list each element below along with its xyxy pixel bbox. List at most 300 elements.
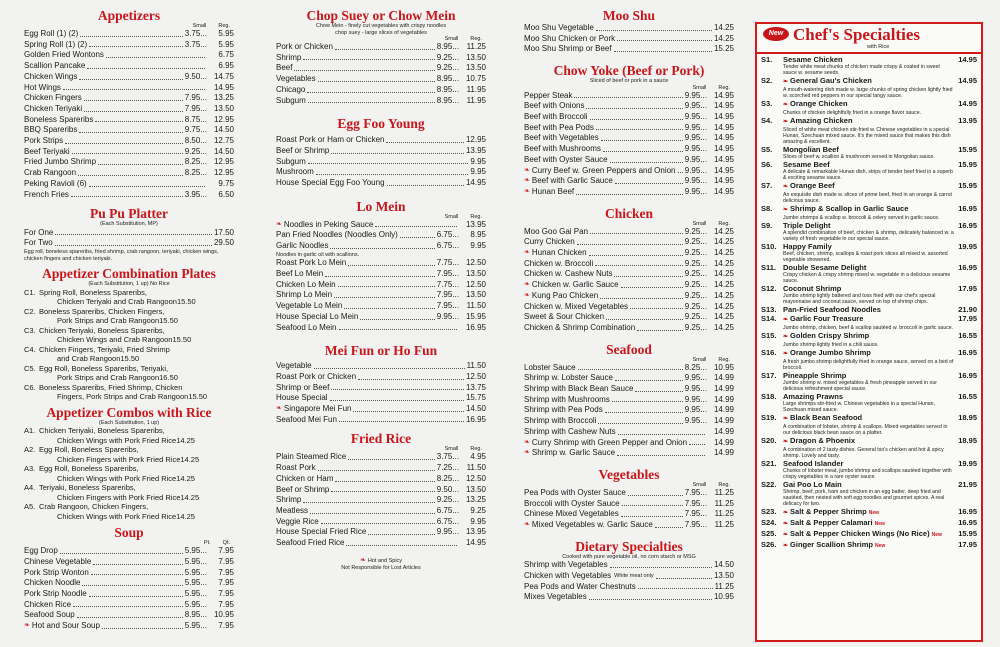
regular-price: 7.95: [218, 556, 234, 566]
leader-dots: ...: [452, 63, 459, 73]
regular-price: 14.25: [713, 258, 734, 268]
specialty-item: [757, 145, 981, 160]
item-name: Beef with Vegetables: [524, 133, 599, 143]
specialty-name-wrap: [783, 371, 958, 380]
regular-price: 12.95: [213, 114, 234, 124]
small-price: 5.95: [184, 567, 201, 577]
regular-price: 13.50: [465, 290, 486, 300]
leader-dots: [331, 485, 434, 493]
menu-item: [276, 241, 486, 252]
regular-price: 14.25: [713, 290, 734, 300]
regular-price: 5.95: [218, 29, 234, 38]
chili-pepper-icon: ❧: [783, 416, 789, 422]
menu-item: [276, 269, 486, 280]
small-price: 6.75: [436, 506, 453, 515]
combo-line-1: Chicken Fingers, Teriyaki, Fried Shrimp: [39, 344, 170, 354]
menu-item: [24, 610, 234, 621]
item-name: Shrimp: [276, 52, 302, 62]
chili-pepper-icon: ❧: [783, 439, 789, 445]
specialty-name: Sesame Beef: [783, 160, 830, 169]
specialty-item: [757, 160, 981, 181]
chili-pepper-icon: ❧: [783, 317, 789, 323]
menu-item: [276, 361, 486, 372]
leader-dots: ...: [700, 312, 707, 322]
item-name: For One: [24, 227, 54, 237]
section-title-chow-yoke: Chow Yoke (Beef or Pork): [553, 63, 705, 79]
menu-item: [276, 167, 486, 178]
leader-dots: [93, 557, 183, 565]
regular-price: 14.95: [713, 112, 734, 122]
regular-price: 13.25: [465, 495, 486, 505]
leader-dots: [400, 230, 435, 238]
specialty-item: [757, 518, 981, 529]
menu-item: [276, 517, 486, 528]
item-name: Peking Ravioli (6): [24, 178, 87, 188]
small-price: 9.95: [684, 122, 701, 132]
item-name: Hot and Sour Soup: [31, 621, 100, 631]
item-name: Chicken w. Garlic Sauce: [531, 280, 619, 290]
section-title-vegetables: Vegetables: [598, 467, 660, 482]
small-price: 5.95: [184, 621, 201, 631]
regular-price: 14.25: [713, 280, 734, 290]
specialty-name-wrap: [783, 221, 958, 230]
item-price: 14.50: [465, 404, 486, 414]
regular-price: 14.99: [713, 384, 734, 394]
leader-dots: [590, 112, 683, 120]
dietary-note: Cooked with pure vegetable oil, no corn starch or MSG: [562, 553, 696, 560]
menu-column-1: [24, 6, 234, 644]
specialty-line: [761, 160, 977, 169]
menu-item: [524, 520, 734, 531]
combo-body: [39, 445, 234, 464]
combo-line-2-text: Chicken Teriyaki and Crab Rangoon: [57, 297, 177, 307]
leader-dots: [617, 448, 705, 456]
specialty-name: Black Bean Seafood: [790, 413, 863, 422]
small-price: 7.95: [436, 290, 453, 300]
regular-price: 12.95: [213, 168, 234, 178]
leader-dots: [618, 427, 705, 435]
item-name: Roast Pork or Ham or Chicken: [276, 135, 385, 145]
specialty-line: [761, 480, 977, 489]
combo-line-2: [39, 354, 234, 364]
leader-dots: [590, 227, 683, 235]
small-price: 9.95: [684, 176, 701, 186]
regular-price: 11.25: [714, 509, 734, 519]
leader-dots: [310, 506, 435, 514]
item-price: 13.50: [713, 571, 734, 581]
item-price: 16.95: [465, 414, 486, 424]
regular-price: 11.50: [466, 301, 486, 311]
leader-dots: [330, 241, 434, 249]
specialty-number: S11.: [761, 263, 777, 272]
leader-dots: [73, 600, 183, 608]
chili-pepper-icon: ❧: [524, 166, 530, 174]
specialty-name-wrap: [783, 76, 958, 87]
specialty-line: [761, 99, 977, 110]
specialty-number: S17.: [761, 371, 777, 380]
menu-item: [524, 166, 734, 177]
leader-dots: ...: [452, 484, 459, 494]
menu-item: [276, 404, 486, 415]
item-name: Beef Lo Mein: [276, 269, 324, 279]
specialty-name-wrap: [783, 507, 958, 518]
combo-price: 15.50: [120, 354, 140, 364]
item-name: Fried Jumbo Shrimp: [24, 157, 97, 167]
regular-price: 14.95: [713, 165, 734, 175]
menu-item: [276, 157, 486, 168]
small-price: 9.95: [436, 311, 453, 321]
specialty-description: Jumbo shrimp lightly battered and toss fried with our chef's special mayonnaise and coconut sauce, served on top of shrimp chips.: [783, 293, 936, 305]
leader-dots: [60, 546, 183, 554]
regular-price: 11.95: [466, 84, 486, 94]
item-name: Shrimp with Broccoli: [524, 416, 597, 426]
specialty-number: S15.: [761, 331, 777, 340]
leader-dots: [596, 123, 683, 131]
specialty-description: Tender white meat chunks of chicken made crispy & coated in sweet sauce w. sesame seeds.: [783, 64, 940, 76]
combo-body: [39, 307, 234, 326]
menu-item: [24, 147, 234, 158]
menu-item: [524, 91, 734, 102]
specialty-name: Amazing Chicken: [790, 116, 853, 125]
leader-dots: ...: [452, 95, 459, 105]
regular-price: 14.99: [713, 394, 734, 404]
combo-body: [39, 464, 234, 483]
specialty-number: S4.: [761, 116, 773, 125]
combo-line-2: [39, 297, 234, 307]
leader-dots: [375, 220, 457, 228]
specialty-name-wrap: [783, 263, 958, 272]
item-name: Shrimp with Mushrooms: [524, 394, 610, 404]
leader-dots: ...: [452, 269, 459, 279]
leader-dots: ...: [452, 84, 459, 94]
combo-number: C6.: [24, 382, 36, 392]
item-name: Seafood Fried Rice: [276, 538, 345, 548]
small-price: 9.95: [684, 144, 701, 154]
item-name: Shrimp with Cashew Nuts: [524, 426, 616, 436]
leader-dots: [335, 42, 435, 50]
item-name: Chicken & Shrimp Combination: [524, 322, 636, 332]
leader-dots: [339, 415, 464, 423]
leader-dots: [614, 44, 712, 52]
item-name: Moo Shu Shrimp or Beef: [524, 44, 612, 54]
leader-dots: [628, 488, 683, 496]
small-price: 9.25: [684, 322, 701, 332]
combo-line-1: Chicken Teriyaki, Boneless Spareribs,: [39, 426, 165, 436]
item-name: Hot Wings: [24, 82, 61, 92]
leader-dots: ...: [200, 621, 207, 631]
small-header: Small: [444, 213, 459, 220]
regular-price: 14.95: [713, 144, 734, 154]
leader-dots: ...: [200, 103, 207, 113]
specialty-number: S21.: [761, 459, 777, 468]
leader-dots: [303, 53, 434, 61]
item-name: Egg Drop: [24, 546, 58, 556]
leader-dots: [318, 74, 435, 82]
chef-specialties-list: [757, 54, 981, 551]
small-header: Small: [192, 23, 207, 29]
leader-dots: ...: [452, 473, 459, 483]
specialty-name-wrap: [783, 305, 958, 314]
regular-price: 13.95: [465, 527, 486, 537]
combo-line-2-text: Chicken Wings and Crab Rangoon: [57, 335, 173, 345]
specialty-line: [761, 540, 977, 551]
item-name: French Fries: [24, 189, 69, 199]
menu-item: [524, 227, 734, 238]
specialty-line: [761, 145, 977, 154]
item-price: 11.50: [466, 361, 486, 371]
specialty-name-wrap: [783, 242, 958, 251]
specialty-price: 21.90: [958, 305, 977, 314]
leader-dots: ...: [200, 39, 207, 49]
menu-item: [276, 393, 486, 404]
menu-item: [524, 259, 734, 270]
item-name: Lobster Sauce: [524, 362, 576, 372]
leader-dots: [84, 104, 183, 112]
combo-line-2: [39, 436, 234, 446]
menu-item: [276, 383, 486, 394]
leader-dots: ...: [200, 136, 207, 146]
small-price: 7.95: [436, 301, 453, 311]
leader-dots: ...: [700, 520, 707, 530]
chef-specialties-header: [757, 24, 981, 54]
menu-item: [24, 136, 234, 147]
small-price: 5.95: [184, 599, 201, 609]
leader-dots: [79, 125, 182, 133]
item-name: Mixed Vegetables w. Garlic Sauce: [531, 520, 653, 530]
small-price: 8.50: [184, 136, 201, 146]
leader-dots: [334, 290, 435, 298]
specialty-number: S26.: [761, 540, 777, 549]
specialty-name-wrap: [783, 529, 958, 540]
leader-dots: [638, 582, 713, 590]
leader-dots: [91, 568, 183, 576]
item-price: 12.50: [465, 371, 486, 381]
leader-dots: [386, 135, 463, 143]
menu-item: [24, 40, 234, 51]
small-price: 9.25: [436, 63, 453, 73]
item-name: House Special Lo Mein: [276, 311, 359, 321]
specialty-item: [757, 305, 981, 314]
leader-dots: [368, 527, 434, 535]
hot-and-spicy-legend: [276, 557, 486, 565]
small-price: 8.25: [184, 157, 201, 167]
leader-dots: ...: [452, 506, 459, 515]
combo-line-2: [39, 512, 234, 522]
regular-price: 13.50: [465, 269, 486, 279]
regular-price: 14.95: [713, 122, 734, 132]
combo-line-2: [39, 316, 234, 326]
leader-dots: [610, 560, 712, 568]
item-name: Shrimp with Vegetables: [524, 560, 608, 570]
item-name: Chinese Mixed Vegetables: [524, 509, 619, 519]
item-name: Chicken w. Broccoli: [524, 258, 594, 268]
chili-pepper-icon: ❧: [783, 543, 789, 549]
item-name: Pan Fried Noodles (Noodles Only): [276, 230, 398, 240]
specialty-number: S19.: [761, 413, 777, 422]
menu-item: [276, 415, 486, 426]
leader-dots: ...: [200, 71, 207, 81]
menu-item: [276, 42, 486, 53]
leader-dots: [318, 463, 435, 471]
menu-item: [276, 474, 486, 485]
menu-item: [276, 135, 486, 146]
menu-item: [24, 29, 234, 40]
leader-dots: ...: [200, 599, 207, 609]
combo-line-2-text: Chicken Wings with Pork Fried Rice: [57, 511, 177, 521]
combo-number: A2.: [24, 445, 36, 455]
item-name: Chicken w. Mixed Vegetables: [524, 301, 629, 311]
combo-price: 15.50: [176, 297, 196, 307]
specialty-name: Salt & Pepper Shrimp: [790, 507, 867, 516]
specialty-price: 16.95: [958, 263, 977, 272]
specialty-name: Orange Jumbo Shrimp: [790, 348, 871, 357]
chili-pepper-icon: ❧: [524, 177, 530, 185]
item-name: Chicken Teriyaki: [24, 103, 83, 113]
combo-line-2-text: and Crab Rangoon: [57, 354, 121, 364]
leader-dots: [655, 520, 683, 528]
pupu-description: Egg roll, boneless spareribs, fried shrimp, crab rangoon, teriyaki, chicken wings, chicken fingers and chicken teriyaki.: [24, 249, 219, 262]
leader-dots: [98, 157, 183, 165]
item-price: 13.75: [465, 382, 486, 392]
specialty-name-wrap: [783, 392, 958, 401]
specialty-name: Salt & Pepper Chicken Wings (No Rice): [790, 529, 930, 538]
leader-dots: [621, 509, 683, 517]
specialty-number: S5.: [761, 145, 773, 154]
menu-item: [276, 280, 486, 291]
pupu-note: (Each Substitution, MP): [100, 221, 158, 228]
specialty-name-wrap: [783, 204, 958, 215]
menu-item: [276, 220, 486, 231]
leader-dots: [353, 404, 464, 412]
combo-line-2-text: Pork Strips and Crab Rangoon: [57, 316, 160, 326]
small-price: 5.95: [184, 588, 201, 598]
regular-price: 10.95: [213, 610, 234, 620]
specialty-description: Sliced of white meat chicken stir-fried w. Chinese vegetables in a special Hunan, Szechuan mixed sauce. It's the mixed sauce that makes this dish amazing & excellent.: [783, 127, 951, 145]
chili-pepper-icon: ❧: [783, 207, 789, 213]
specialty-name: Golden Crispy Shrimp: [790, 331, 870, 340]
leader-dots: [606, 312, 683, 320]
regular-price: 14.95: [713, 176, 734, 186]
small-price: 9.25: [684, 226, 701, 236]
leader-dots: [71, 190, 183, 198]
specialty-item: [757, 480, 981, 507]
chili-pepper-icon: ❧: [24, 622, 30, 630]
specialty-name-wrap: [783, 540, 958, 551]
leader-dots: ...: [452, 241, 459, 251]
small-price: 9.50: [184, 71, 201, 81]
leader-dots: ...: [200, 610, 207, 620]
combo-line-1: Egg Roll, Boneless Spareribs,: [39, 464, 139, 474]
item-name: Roast Pork: [276, 463, 316, 473]
menu-item: [276, 372, 486, 383]
combo-item: [24, 426, 234, 445]
menu-item: [24, 72, 234, 83]
small-header: Small: [692, 84, 707, 91]
menu-item: [24, 589, 234, 600]
menu-item: [524, 416, 734, 427]
regular-price: 13.95: [465, 219, 486, 229]
specialty-item: [757, 99, 981, 116]
combo-body: [39, 364, 234, 383]
menu-item: [524, 112, 734, 123]
specialty-line: [761, 263, 977, 272]
specialty-name: General Gau's Chicken: [790, 76, 872, 85]
leader-dots: [335, 474, 434, 482]
leader-dots: [614, 269, 682, 277]
leader-dots: ...: [452, 52, 459, 62]
new-tag: New: [931, 532, 942, 538]
leader-dots: ...: [700, 280, 707, 290]
small-price: 9.95: [684, 90, 701, 100]
leader-dots: [689, 438, 705, 446]
combo-item: [24, 464, 234, 483]
leader-dots: [344, 301, 434, 309]
small-price: 7.95: [684, 488, 701, 497]
specialty-price: 16.95: [958, 507, 977, 516]
leader-dots: [600, 291, 683, 299]
leader-dots: ...: [200, 168, 207, 178]
small-price: 8.25: [184, 168, 201, 178]
specialty-name-wrap: [783, 314, 958, 325]
leader-dots: ...: [452, 290, 459, 300]
regular-price: 11.25: [714, 520, 734, 530]
menu-item: [276, 96, 486, 107]
menu-item: [524, 405, 734, 416]
menu-item: [524, 269, 734, 280]
leader-dots: ...: [452, 42, 459, 51]
item-name: Shrimp or Beef: [276, 382, 330, 392]
specialty-name-wrap: [783, 55, 958, 64]
item-name: Subgum: [276, 95, 306, 105]
regular-price: 11.50: [466, 463, 486, 473]
leader-dots: [346, 538, 457, 546]
regular-price: 14.50: [213, 146, 234, 156]
specialty-number: S2.: [761, 76, 773, 85]
small-price: 6.75: [436, 230, 453, 240]
small-price: 9.95: [684, 405, 701, 415]
leader-dots: ...: [452, 258, 459, 268]
small-price: 8.95: [184, 610, 201, 620]
leader-dots: [621, 280, 683, 288]
menu-item: [524, 323, 734, 334]
menu-item: [276, 53, 486, 64]
combo-line-1: Egg Roll, Boneless Spareribs,: [39, 445, 139, 455]
leader-dots: ...: [700, 488, 707, 497]
combo-line-2: [39, 373, 234, 383]
leader-dots: [387, 178, 464, 186]
specialty-name: Pineapple Shrimp: [783, 371, 847, 380]
item-name: Chicken Rice: [24, 599, 72, 609]
specialty-number: S8.: [761, 204, 773, 213]
combo-line-1: Spring Roll, Boneless Spareribs,: [39, 287, 147, 297]
specialty-price: 16.95: [958, 204, 977, 213]
regular-price: 14.95: [213, 82, 234, 92]
menu-item: [524, 560, 734, 571]
item-name: Moo Goo Gai Pan: [524, 226, 589, 236]
combination-plates-note: (Each Substitution, 1 up) No Rice: [88, 281, 170, 288]
specialty-line: [761, 507, 977, 518]
specialty-name: Dragon & Phoenix: [790, 436, 856, 445]
combo-price: 14.25: [180, 492, 200, 502]
chili-pepper-icon: ❧: [783, 119, 789, 125]
item-price: 14.25: [713, 33, 734, 43]
item-name: Singapore Mei Fun: [283, 404, 352, 414]
menu-item: [524, 123, 734, 134]
small-price: 8.25: [684, 362, 701, 372]
section-title-pupu-platter: Pu Pu Platter: [90, 206, 168, 222]
combo-price: 15.50: [188, 392, 208, 402]
leader-dots: ...: [700, 176, 707, 186]
